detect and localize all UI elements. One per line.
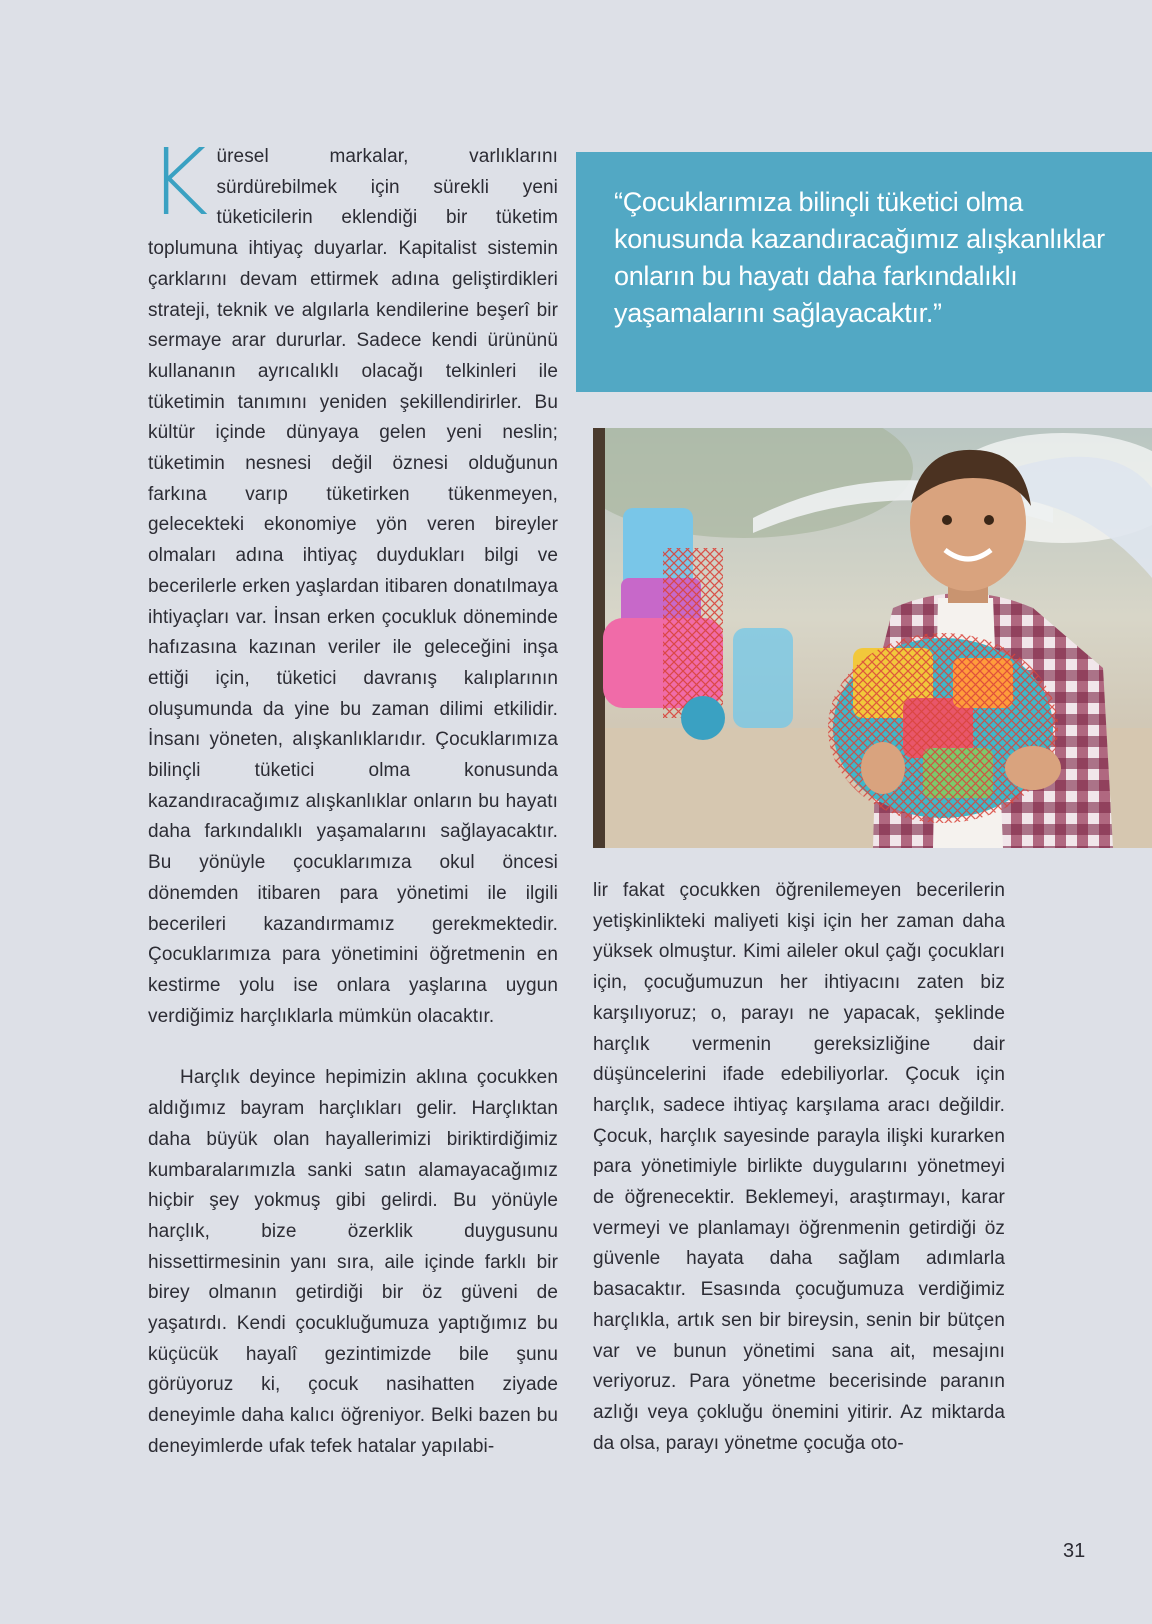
article-paragraph-2-continued: lir fakat çocukken öğrenilemeyen becerilerin yetişkinlikteki maliyeti kişi için her zaman daha yüksek olmuştur. Kimi aileler okul çağı çocukları için, çocuğumuzun her ihtiyacını zaten biz karşılıyoruz; o, parayı ne yapacak, şeklinde harçlık vermenin gereksizliğine dair düşüncelerini ifade edebiliyorlar. Çocuk için harçlık, sadece ihtiyaç karşılama aracı değildir. Çocuk, harçlık sayesinde parayla ilişki kurarken para yönetimiyle birlikte duygularını yönetmeyi de öğrenecektir. Beklemeyi, araştırmayı, karar vermeyi ve planlamayı öğrenmenin getirdiği öz güvenle hayata daha sağlam adımlarla basacaktır. Esasında çocuğumuza verdiğimiz harçlıkla, artık sen bir bireysin, senin bir bütçen var ve bunun yönetimi sana ait, mesajını veriyoruz. Para yönetme becerisinde paranın azlığı veya çokluğu önemini yitirir. Az miktarda da olsa, parayı yönetme çocuğa oto- bbox=[593, 880, 1005, 1454]
drop-cap: K bbox=[148, 129, 209, 236]
article-paragraph-1 bbox=[148, 129, 558, 1032]
photo-boy-with-beach-toys-icon bbox=[593, 428, 1152, 848]
article-left-column bbox=[148, 129, 558, 1463]
pull-quote-box bbox=[576, 152, 1152, 392]
pull-quote-text: “Çocuklarımıza bilinçli tüketici olma konusunda kazandıracağımız alışkanlıklar onların bu hayatı daha farkındalıklı yaşamalarını sağlayacaktır.” bbox=[614, 187, 1105, 328]
page-number: 31 bbox=[1063, 1540, 1086, 1562]
article-paragraph-2: Harçlık deyince hepimizin aklına çocukken aldığımız bayram harçlıkları gelir. Harçlıktan daha büyük olan hayallerimizi biriktirdiğimiz kumbaralarımızla sanki satın alamayacağımız hiçbir şey yokmuş gibi gelirdi. Bu yönüyle harçlık, bize özerklik duygusunu hissettirmesinin yanı sıra, aile içinde farklı bir birey olmanın getirdiği bir öz güveni de yaşatırdı. Kendi çocukluğumuza yaptığımız bu küçücük hayalî gezintimizde bile şunu görüyoruz ki, çocuk nasihatten ziyade deneyimle daha kalıcı öğreniyor. Belki bazen bu deneyimlerde ufak tefek hatalar yapılabi- bbox=[148, 1067, 558, 1457]
article-photo bbox=[593, 428, 1152, 848]
paragraph-1-text: üresel markalar, varlıklarını sürdürebilmek için sürekli yeni tüketicilerin eklendiği bir tüketim toplumuna ihtiyaç duyarlar. Kapitalist sistemin çarklarını devam ettirmek adına geliştirdikleri strateji, teknik ve algılarla kendilerine beşerî bir sermaye arar dururlar. Sadece kendi ürününü kullananın ayrıcalıklı olacağı telkinleri ile tüketimin tanımını yeniden şekillendirirler. Bu kültür içinde dünyaya gelen yeni neslin; tüketimin nesnesi değil öznesi olduğunun farkına varıp tüketirken tükenmeyen, gelecekteki ekonomiye yön veren bireyler olmaları adına ihtiyaç duydukları bilgi ve becerilerle erken yaşlardan itibaren donatılmaya ihtiyaçları var. İnsan erken çocukluk döneminde hafızasına kazınan veriler ile geleceğini inşa ettiği için, tüketici davranış kalıplarının oluşumunda da yine bu zaman dilimi etkilidir. İnsanı yöneten, alışkanlıklarıdır. Çocuklarımıza bilinçli tüketici olma konusunda kazandıracağımız alışkanlıklar onların bu hayatı daha farkındalıklı yaşamalarını sağlayacaktır. Bu yönüyle çocuklarımıza okul öncesi dönemden itibaren para yönetimi ile ilgili becerileri kazandırmamız gerekmektedir. Çocuklarımıza para yönetimini öğretmenin en kestirme yolu ise onlara yaşlarına uygun verdiğimiz harçlıklarla mümkün olacaktır. bbox=[148, 146, 558, 1027]
article-right-column bbox=[593, 876, 1005, 1459]
